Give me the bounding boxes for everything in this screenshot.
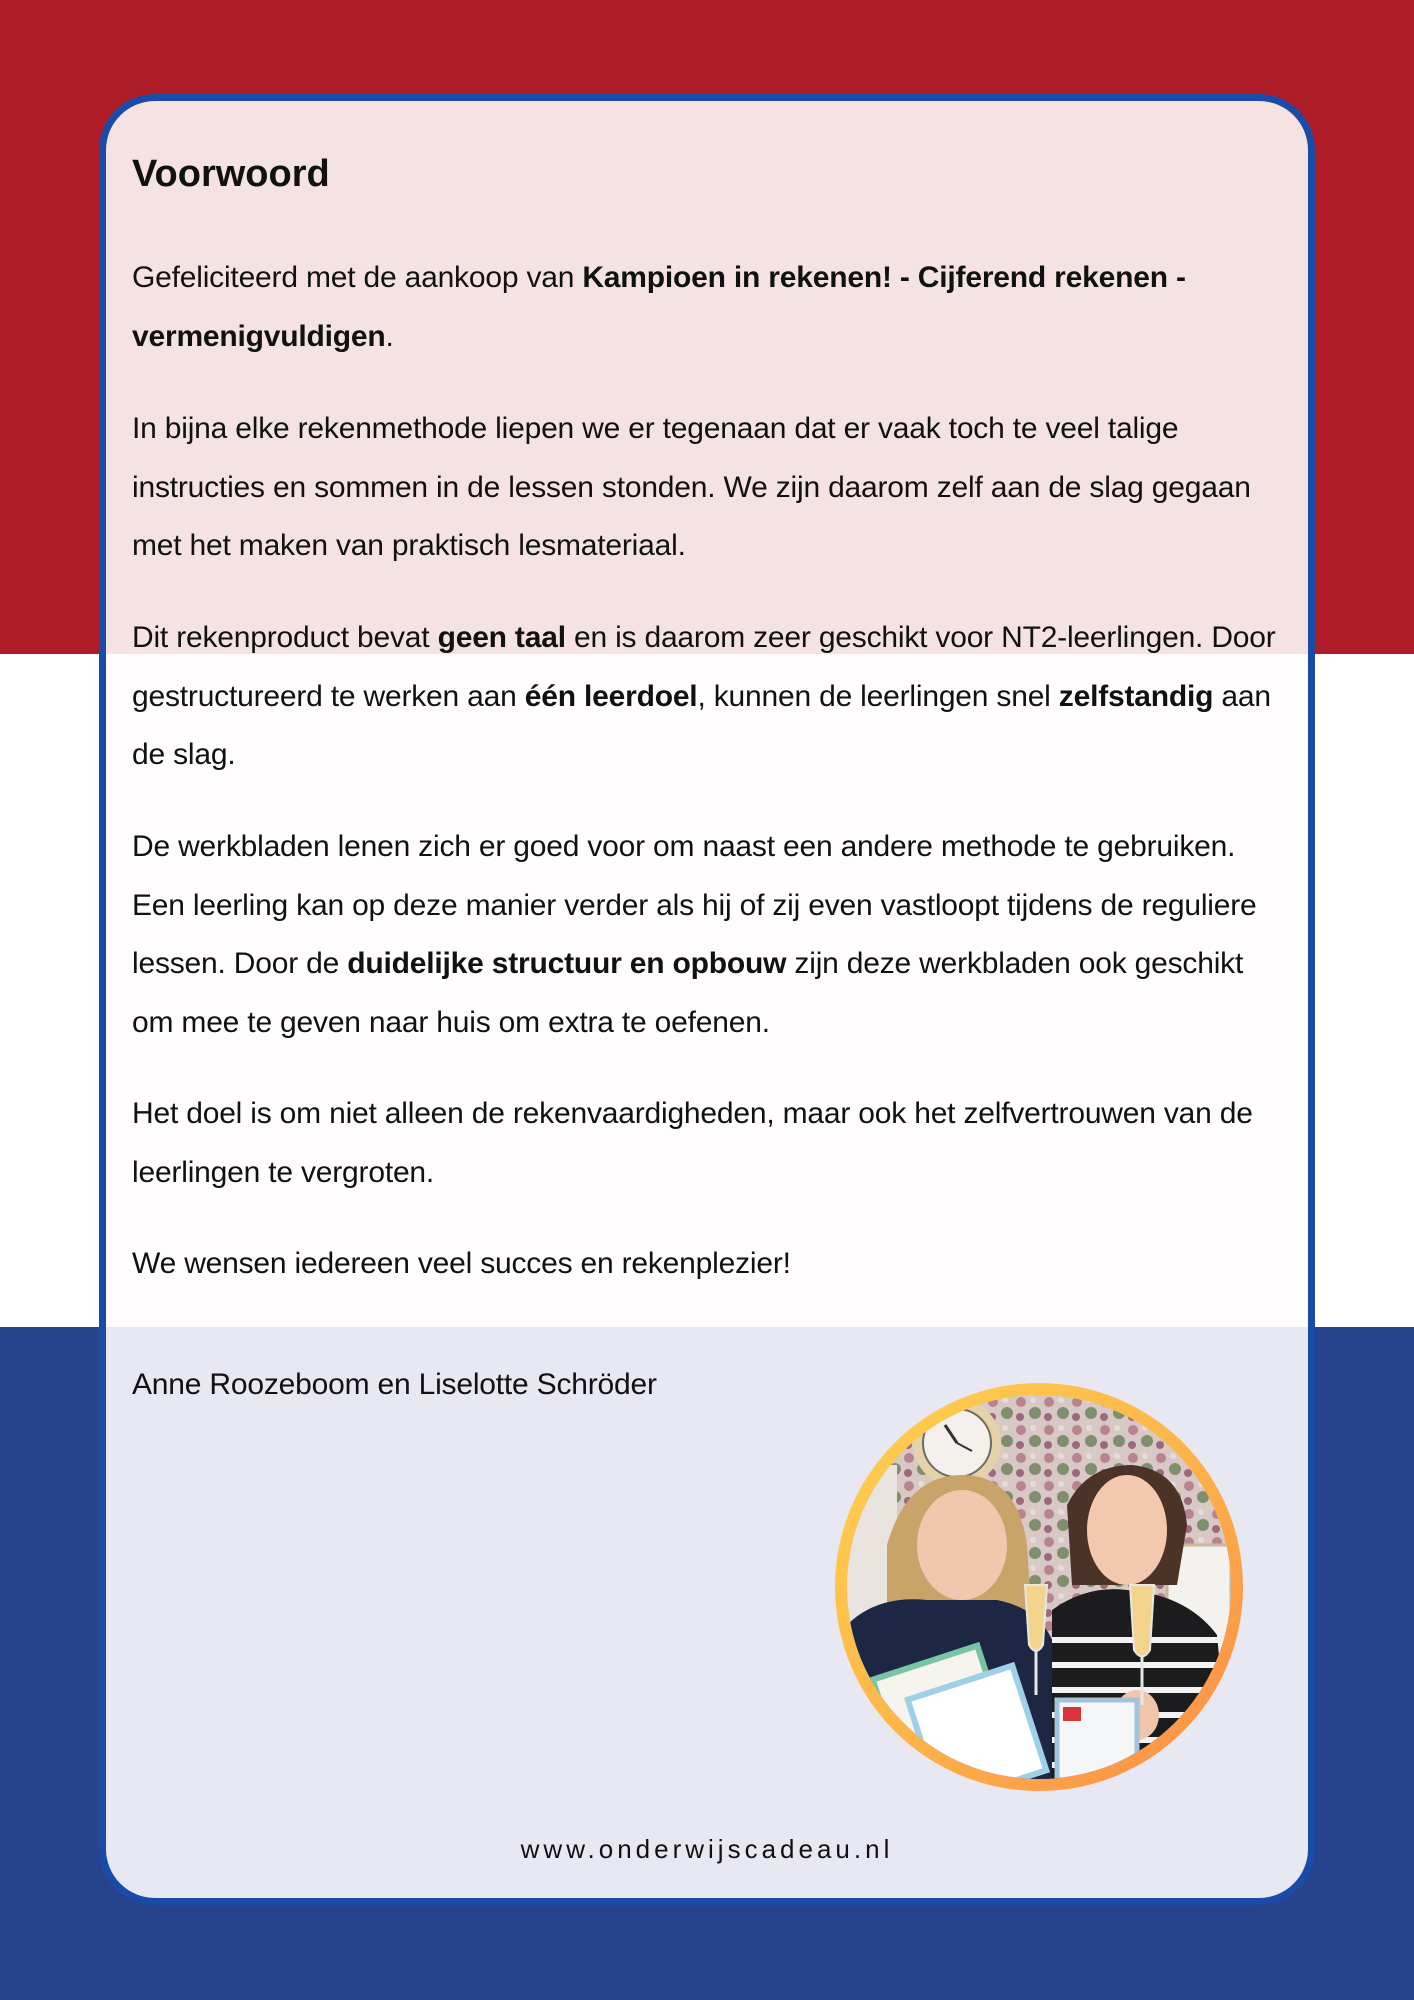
paragraph-background: [132, 400, 1292, 576]
website-link[interactable]: www.onderwijscadeau.nl: [520, 1834, 894, 1864]
text-segment: We wensen iedereen veel succes en rekenplezier!: [132, 1247, 791, 1280]
product-name: Kampioen in rekenen! - Cijferend rekenen - vermenigvuldigen: [132, 261, 1186, 353]
text-segment: en is daarom zeer geschikt voor NT2-leerlingen. Door gestructureerd te werken aan: [132, 621, 1276, 713]
emphasis-text: zelfstandig: [1058, 679, 1214, 713]
text-segment: De werkbladen lenen zich er goed voor om naast een andere methode te gebruiken. Een leerling kan op deze manier verder als hij of zij even vastloopt tijdens de reguliere lessen. Door de: [132, 830, 1257, 980]
emphasis-text: duidelijke structuur en opbouw: [347, 947, 787, 980]
text-segment: Dit rekenproduct bevat: [132, 621, 438, 654]
emphasis-text: geen taal: [437, 621, 566, 654]
signature: Anne Roozeboom en Liselotte Schröder: [132, 1368, 657, 1401]
text-segment: Gefeliciteerd met de aankoop van: [132, 261, 583, 294]
paragraph-wishes: [132, 1235, 1292, 1294]
text-segment: , kunnen de leerlingen snel: [697, 679, 1059, 713]
authors-photo: [847, 1395, 1231, 1779]
paragraph-congratulations: [132, 249, 1292, 366]
text-segment: aan de slag.: [132, 679, 1271, 771]
paragraph-worksheets: [132, 818, 1292, 1052]
authors-photo-ring: [835, 1383, 1243, 1791]
paragraph-no-language: [132, 609, 1292, 785]
text-segment: zijn deze werkbladen ook geschikt om mee te geven naar huis om extra te oefenen.: [132, 947, 1244, 1039]
text-segment: In bijna elke rekenmethode liepen we er tegenaan dat er vaak toch te veel talige instructies en sommen in de lessen stonden. We zijn daarom zelf aan de slag gegaan met het maken van praktisch lesmateriaal.: [132, 412, 1251, 562]
authors-photo-illustration: [847, 1395, 1231, 1779]
text-segment: Het doel is om niet alleen de rekenvaardigheden, maar ook het zelfvertrouwen van de leerlingen te vergroten.: [132, 1097, 1253, 1189]
text-segment: .: [385, 319, 394, 353]
content-frame: [99, 94, 1315, 1905]
page-title: Voorwoord: [132, 153, 330, 195]
emphasis-text: één leerdoel: [524, 679, 698, 713]
paragraph-goal: [132, 1085, 1292, 1202]
